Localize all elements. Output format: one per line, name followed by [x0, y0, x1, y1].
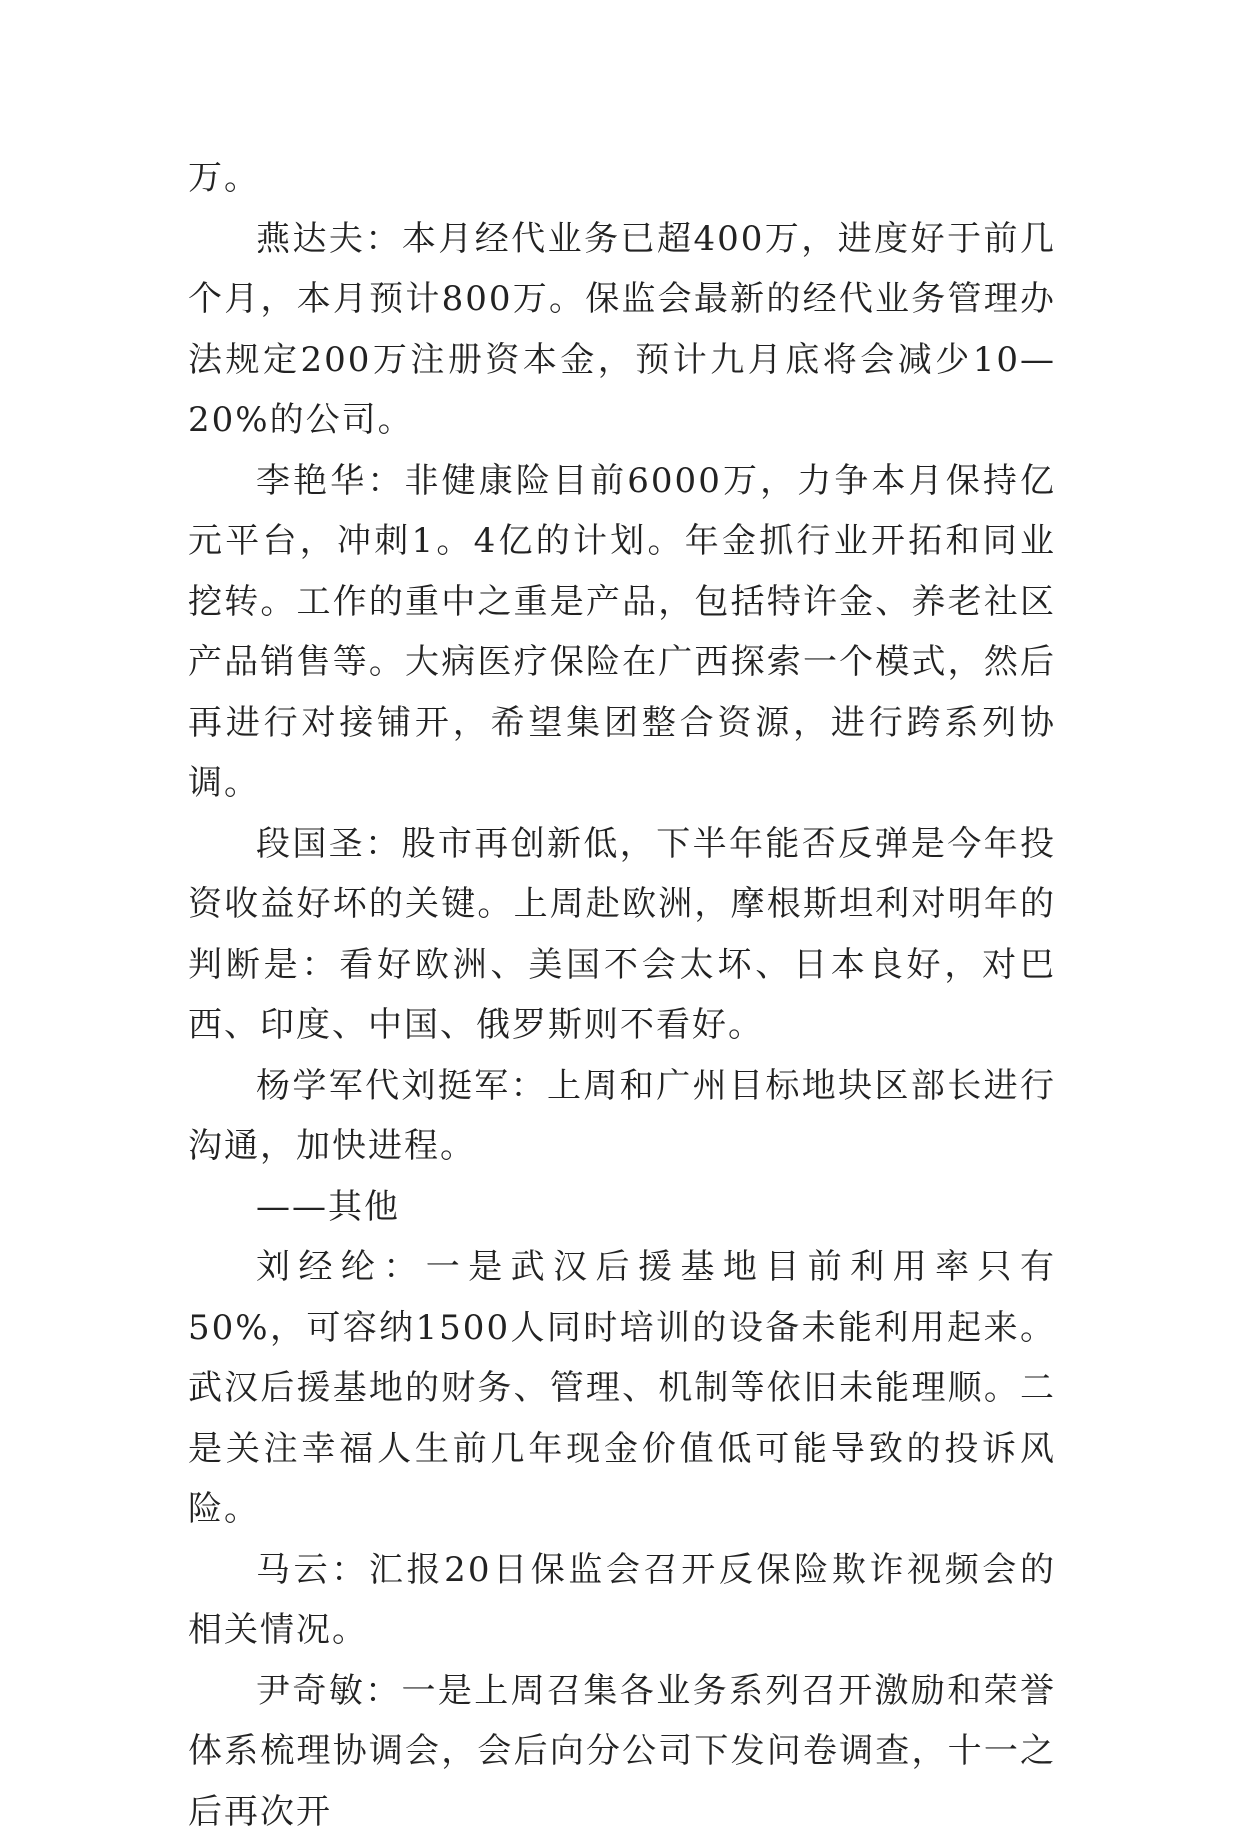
paragraph-yang-xuejun: 杨学军代刘挺军：上周和广州目标地块区部长进行沟通，加快进程。	[188, 1056, 1056, 1177]
paragraph-continuation: 万。	[188, 148, 1056, 209]
paragraph-duan-guosheng: 段国圣：股市再创新低，下半年能否反弹是今年投资收益好坏的关键。上周赴欧洲，摩根斯坦利对明年的判断是：看好欧洲、美国不会太坏、日本良好，对巴西、印度、中国、俄罗斯则不看好。	[188, 814, 1056, 1056]
paragraph-ma-yun: 马云：汇报20日保监会召开反保险欺诈视频会的相关情况。	[188, 1540, 1056, 1661]
document-body	[188, 148, 1056, 1842]
paragraph-yan-dafu: 燕达夫：本月经代业务已超400万，进度好于前几个月，本月预计800万。保监会最新的经代业务管理办法规定200万注册资本金，预计九月底将会减少10—20%的公司。	[188, 209, 1056, 451]
paragraph-liu-jinglun: 刘经纶：一是武汉后援基地目前利用率只有50%，可容纳1500人同时培训的设备未能利用起来。武汉后援基地的财务、管理、机制等依旧未能理顺。二是关注幸福人生前几年现金价值低可能导致的投诉风险。	[188, 1237, 1056, 1540]
paragraph-yin-qimin: 尹奇敏：一是上周召集各业务系列召开激励和荣誉体系梳理协调会，会后向分公司下发问卷调查，十一之后再次开	[188, 1661, 1056, 1842]
paragraph-li-yanhua: 李艳华：非健康险目前6000万，力争本月保持亿元平台，冲刺1。4亿的计划。年金抓行业开拓和同业挖转。工作的重中之重是产品，包括特许金、养老社区产品销售等。大病医疗保险在广西探索一个模式，然后再进行对接铺开，希望集团整合资源，进行跨系列协调。	[188, 451, 1056, 814]
section-heading-other: ——其他	[188, 1177, 1056, 1238]
